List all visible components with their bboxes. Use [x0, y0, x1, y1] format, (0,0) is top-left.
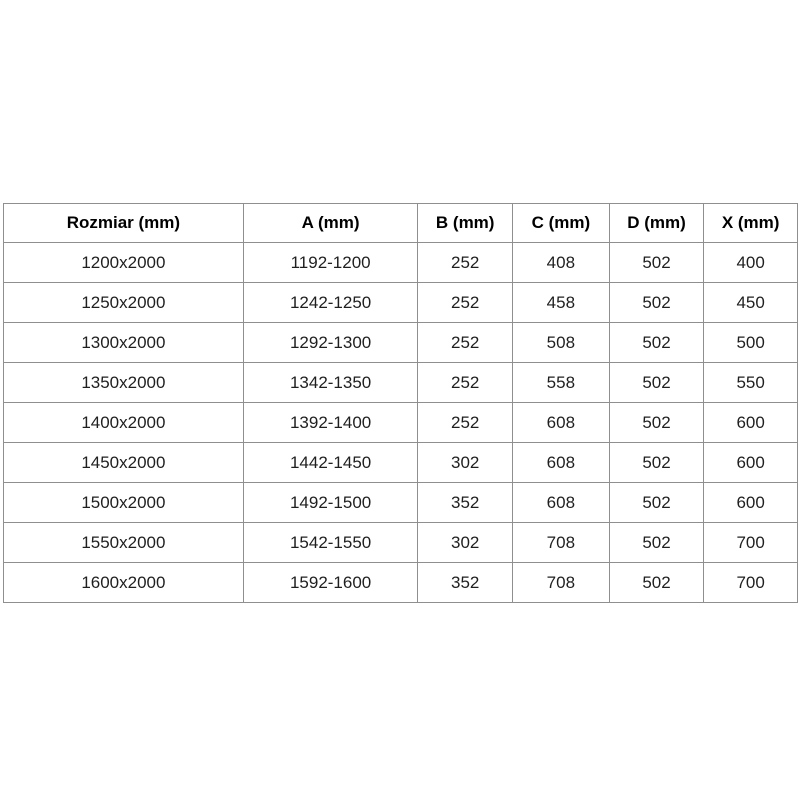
table-cell: 1242-1250: [243, 283, 418, 323]
table-cell: 1292-1300: [243, 323, 418, 363]
table-cell: 1592-1600: [243, 563, 418, 603]
table-cell: 1500x2000: [4, 483, 244, 523]
table-cell: 1492-1500: [243, 483, 418, 523]
table-cell: 502: [609, 363, 703, 403]
column-header: X (mm): [704, 204, 798, 243]
table-row: [4, 483, 798, 523]
table-cell: 458: [512, 283, 609, 323]
table-cell: 708: [512, 523, 609, 563]
table-row: [4, 403, 798, 443]
table-row: [4, 243, 798, 283]
table-cell: 502: [609, 483, 703, 523]
table-cell: 608: [512, 403, 609, 443]
table-row: [4, 563, 798, 603]
column-header: D (mm): [609, 204, 703, 243]
table-cell: 608: [512, 483, 609, 523]
table-cell: 1450x2000: [4, 443, 244, 483]
table-cell: 252: [418, 243, 512, 283]
table-cell: 508: [512, 323, 609, 363]
table-cell: 1250x2000: [4, 283, 244, 323]
table-cell: 1400x2000: [4, 403, 244, 443]
table-cell: 302: [418, 523, 512, 563]
table-cell: 1350x2000: [4, 363, 244, 403]
table-row: [4, 363, 798, 403]
table-cell: 400: [704, 243, 798, 283]
table-cell: 252: [418, 363, 512, 403]
table-cell: 708: [512, 563, 609, 603]
table-cell: 502: [609, 443, 703, 483]
table-row: [4, 443, 798, 483]
table-header-row: [4, 204, 798, 243]
table-cell: 1200x2000: [4, 243, 244, 283]
table-cell: 352: [418, 483, 512, 523]
table-cell: 502: [609, 563, 703, 603]
table-cell: 252: [418, 403, 512, 443]
table-row: [4, 323, 798, 363]
table-cell: 502: [609, 523, 703, 563]
table-cell: 600: [704, 443, 798, 483]
table-cell: 700: [704, 523, 798, 563]
table-cell: 558: [512, 363, 609, 403]
table-body: [4, 243, 798, 603]
table-cell: 1600x2000: [4, 563, 244, 603]
column-header: B (mm): [418, 204, 512, 243]
table-cell: 550: [704, 363, 798, 403]
table-cell: 1392-1400: [243, 403, 418, 443]
table-cell: 1192-1200: [243, 243, 418, 283]
table-cell: 608: [512, 443, 609, 483]
column-header: Rozmiar (mm): [4, 204, 244, 243]
table-cell: 500: [704, 323, 798, 363]
table-cell: 252: [418, 323, 512, 363]
table-cell: 1542-1550: [243, 523, 418, 563]
column-header: C (mm): [512, 204, 609, 243]
table-cell: 1550x2000: [4, 523, 244, 563]
table-cell: 1300x2000: [4, 323, 244, 363]
table-cell: 1442-1450: [243, 443, 418, 483]
table-cell: 600: [704, 483, 798, 523]
table-cell: 1342-1350: [243, 363, 418, 403]
table-cell: 700: [704, 563, 798, 603]
table-row: [4, 523, 798, 563]
size-table: [3, 203, 798, 603]
table-cell: 252: [418, 283, 512, 323]
table-cell: 600: [704, 403, 798, 443]
table-cell: 502: [609, 323, 703, 363]
table-cell: 502: [609, 243, 703, 283]
table-cell: 302: [418, 443, 512, 483]
table-cell: 352: [418, 563, 512, 603]
column-header: A (mm): [243, 204, 418, 243]
table-cell: 450: [704, 283, 798, 323]
table-row: [4, 204, 798, 243]
table-row: [4, 283, 798, 323]
table-cell: 502: [609, 283, 703, 323]
table-cell: 408: [512, 243, 609, 283]
table-cell: 502: [609, 403, 703, 443]
